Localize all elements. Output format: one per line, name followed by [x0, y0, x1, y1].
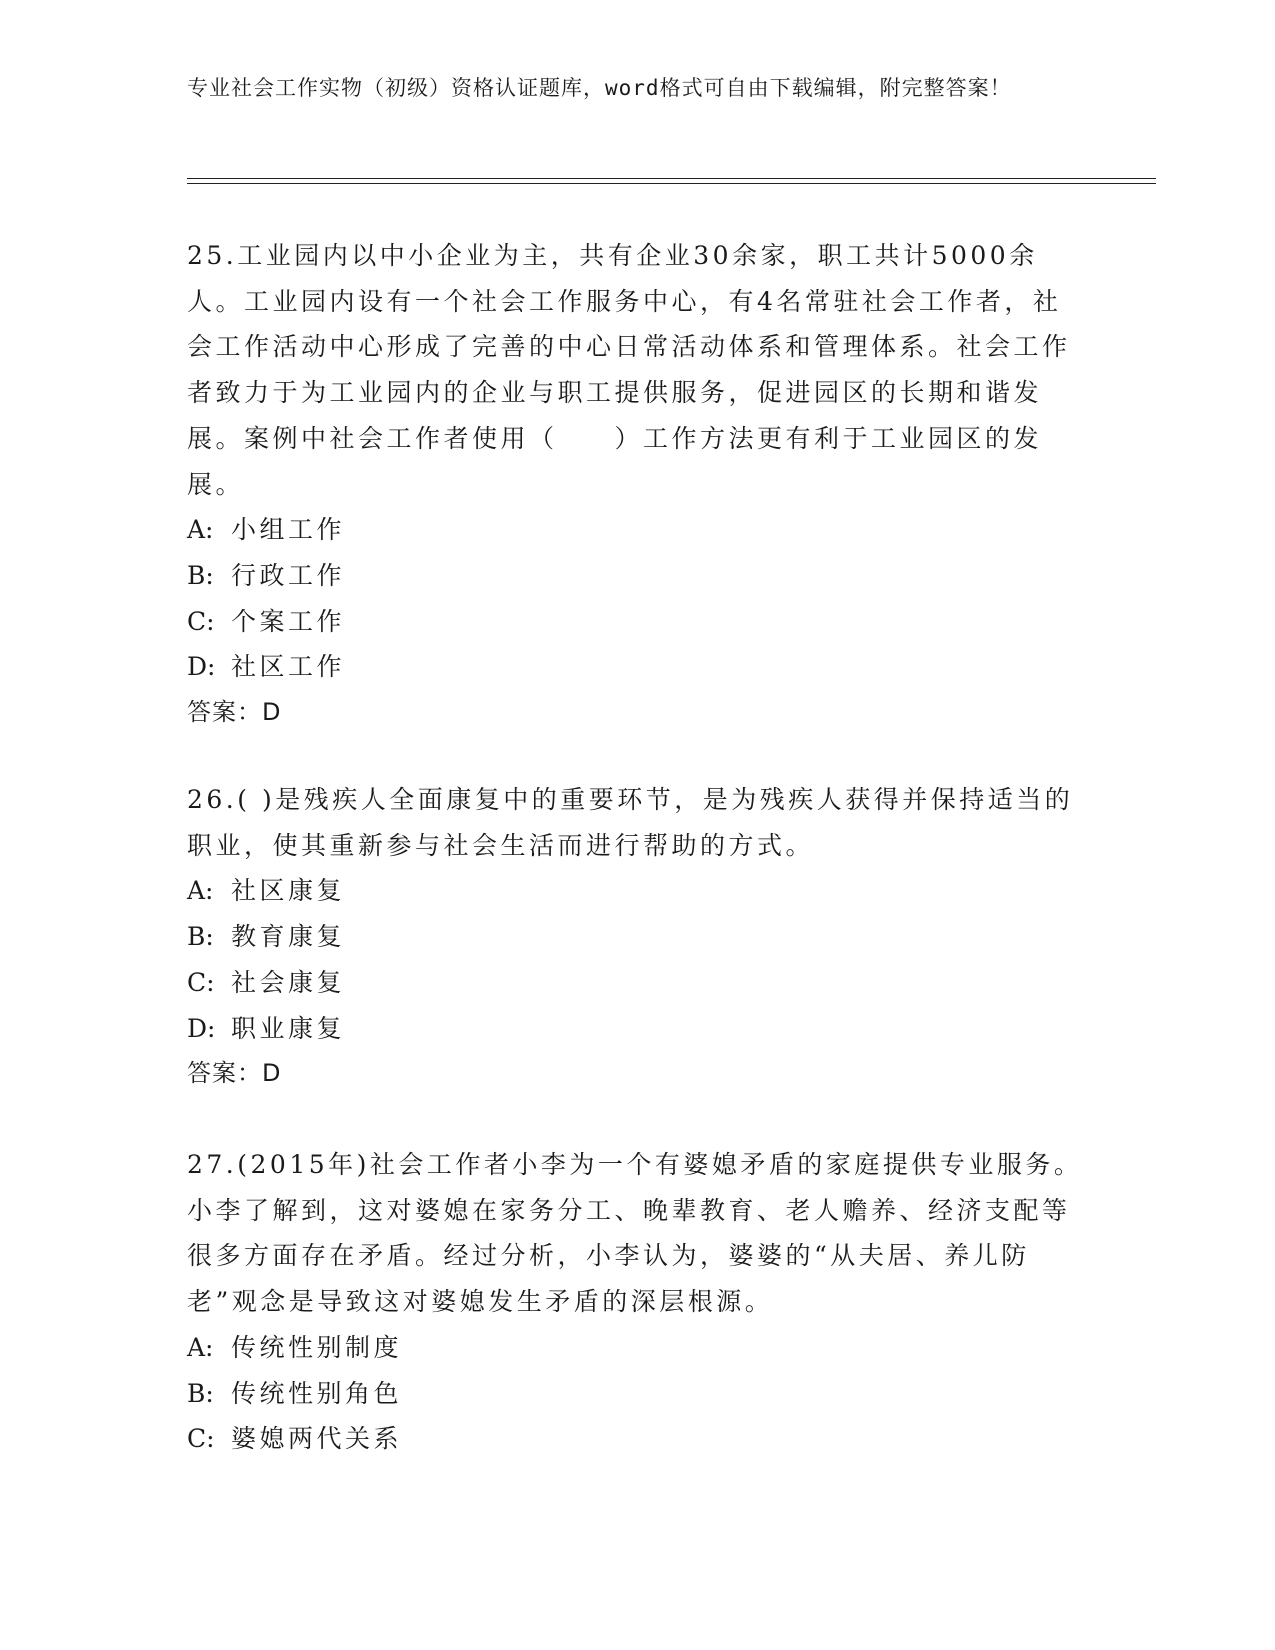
question-stem: 27.(2015年)社会工作者小李为一个有婆媳矛盾的家庭提供专业服务。小李了解到，这对婆媳在家务分工、晚辈教育、老人赡养、经济支配等很多方面存在矛盾。经过分析，小李认为，婆婆的“从夫居、养儿防老”观念是导致这对婆媳发生矛盾的深层根源。: [187, 1150, 1083, 1317]
option-text: 社区康复: [231, 876, 346, 906]
option-a: [187, 868, 1087, 914]
question-25: [187, 233, 1087, 736]
option-text: 教育康复: [231, 922, 346, 952]
option-text: 传统性别角色: [231, 1378, 403, 1408]
option-text: 职业康复: [231, 1013, 346, 1043]
option-key: B:: [187, 922, 214, 952]
header-divider-bottom: [187, 183, 1156, 184]
option-key: C:: [187, 606, 215, 636]
answer: 答案：D: [187, 1059, 282, 1088]
option-key: D:: [187, 1013, 216, 1043]
option-key: A:: [187, 1332, 214, 1362]
option-c: [187, 1416, 1087, 1462]
question-26: [187, 777, 1087, 1097]
option-c: [187, 599, 1087, 645]
option-b: [187, 914, 1087, 960]
answer: 答案：D: [187, 698, 282, 727]
option-text: 社会康复: [231, 967, 346, 997]
option-text: 个案工作: [231, 606, 346, 636]
question-stem: 26.( )是残疾人全面康复中的重要环节，是为残疾人获得并保持适当的职业，使其重新参与社会生活而进行帮助的方式。: [187, 785, 1074, 860]
option-a: [187, 1325, 1087, 1371]
option-key: B:: [187, 1378, 214, 1408]
option-key: C:: [187, 1424, 215, 1454]
option-key: C:: [187, 967, 215, 997]
option-text: 社区工作: [231, 652, 346, 682]
option-key: B:: [187, 560, 214, 590]
question-stem: 25.工业园内以中小企业为主，共有企业30余家，职工共计5000余人。工业园内设有一个社会工作服务中心，有4名常驻社会工作者，社会工作活动中心形成了完善的中心日常活动体系和管理体系。社会工作者致力于为工业园内的企业与职工提供服务，促进园区的长期和谐发展。案例中社会工作者使用（ ）工作方法更有利于工业园区的发展。: [187, 241, 1071, 499]
header-text: 专业社会工作实物（初级）资格认证题库，word格式可自由下载编辑，附完整答案！: [187, 76, 1012, 100]
option-b: [187, 553, 1087, 599]
option-d: [187, 1006, 1087, 1052]
option-c: [187, 960, 1087, 1006]
question-27: [187, 1142, 1087, 1462]
option-text: 行政工作: [231, 560, 346, 590]
option-text: 传统性别制度: [231, 1332, 403, 1362]
option-d: [187, 644, 1087, 690]
option-key: D:: [187, 652, 216, 682]
option-text: 婆媳两代关系: [231, 1424, 403, 1454]
document-header: [187, 72, 1067, 104]
option-a: [187, 507, 1087, 553]
option-key: A:: [187, 876, 214, 906]
option-text: 小组工作: [231, 515, 346, 545]
option-b: [187, 1371, 1087, 1417]
header-divider-top: [187, 178, 1156, 179]
option-key: A:: [187, 515, 214, 545]
